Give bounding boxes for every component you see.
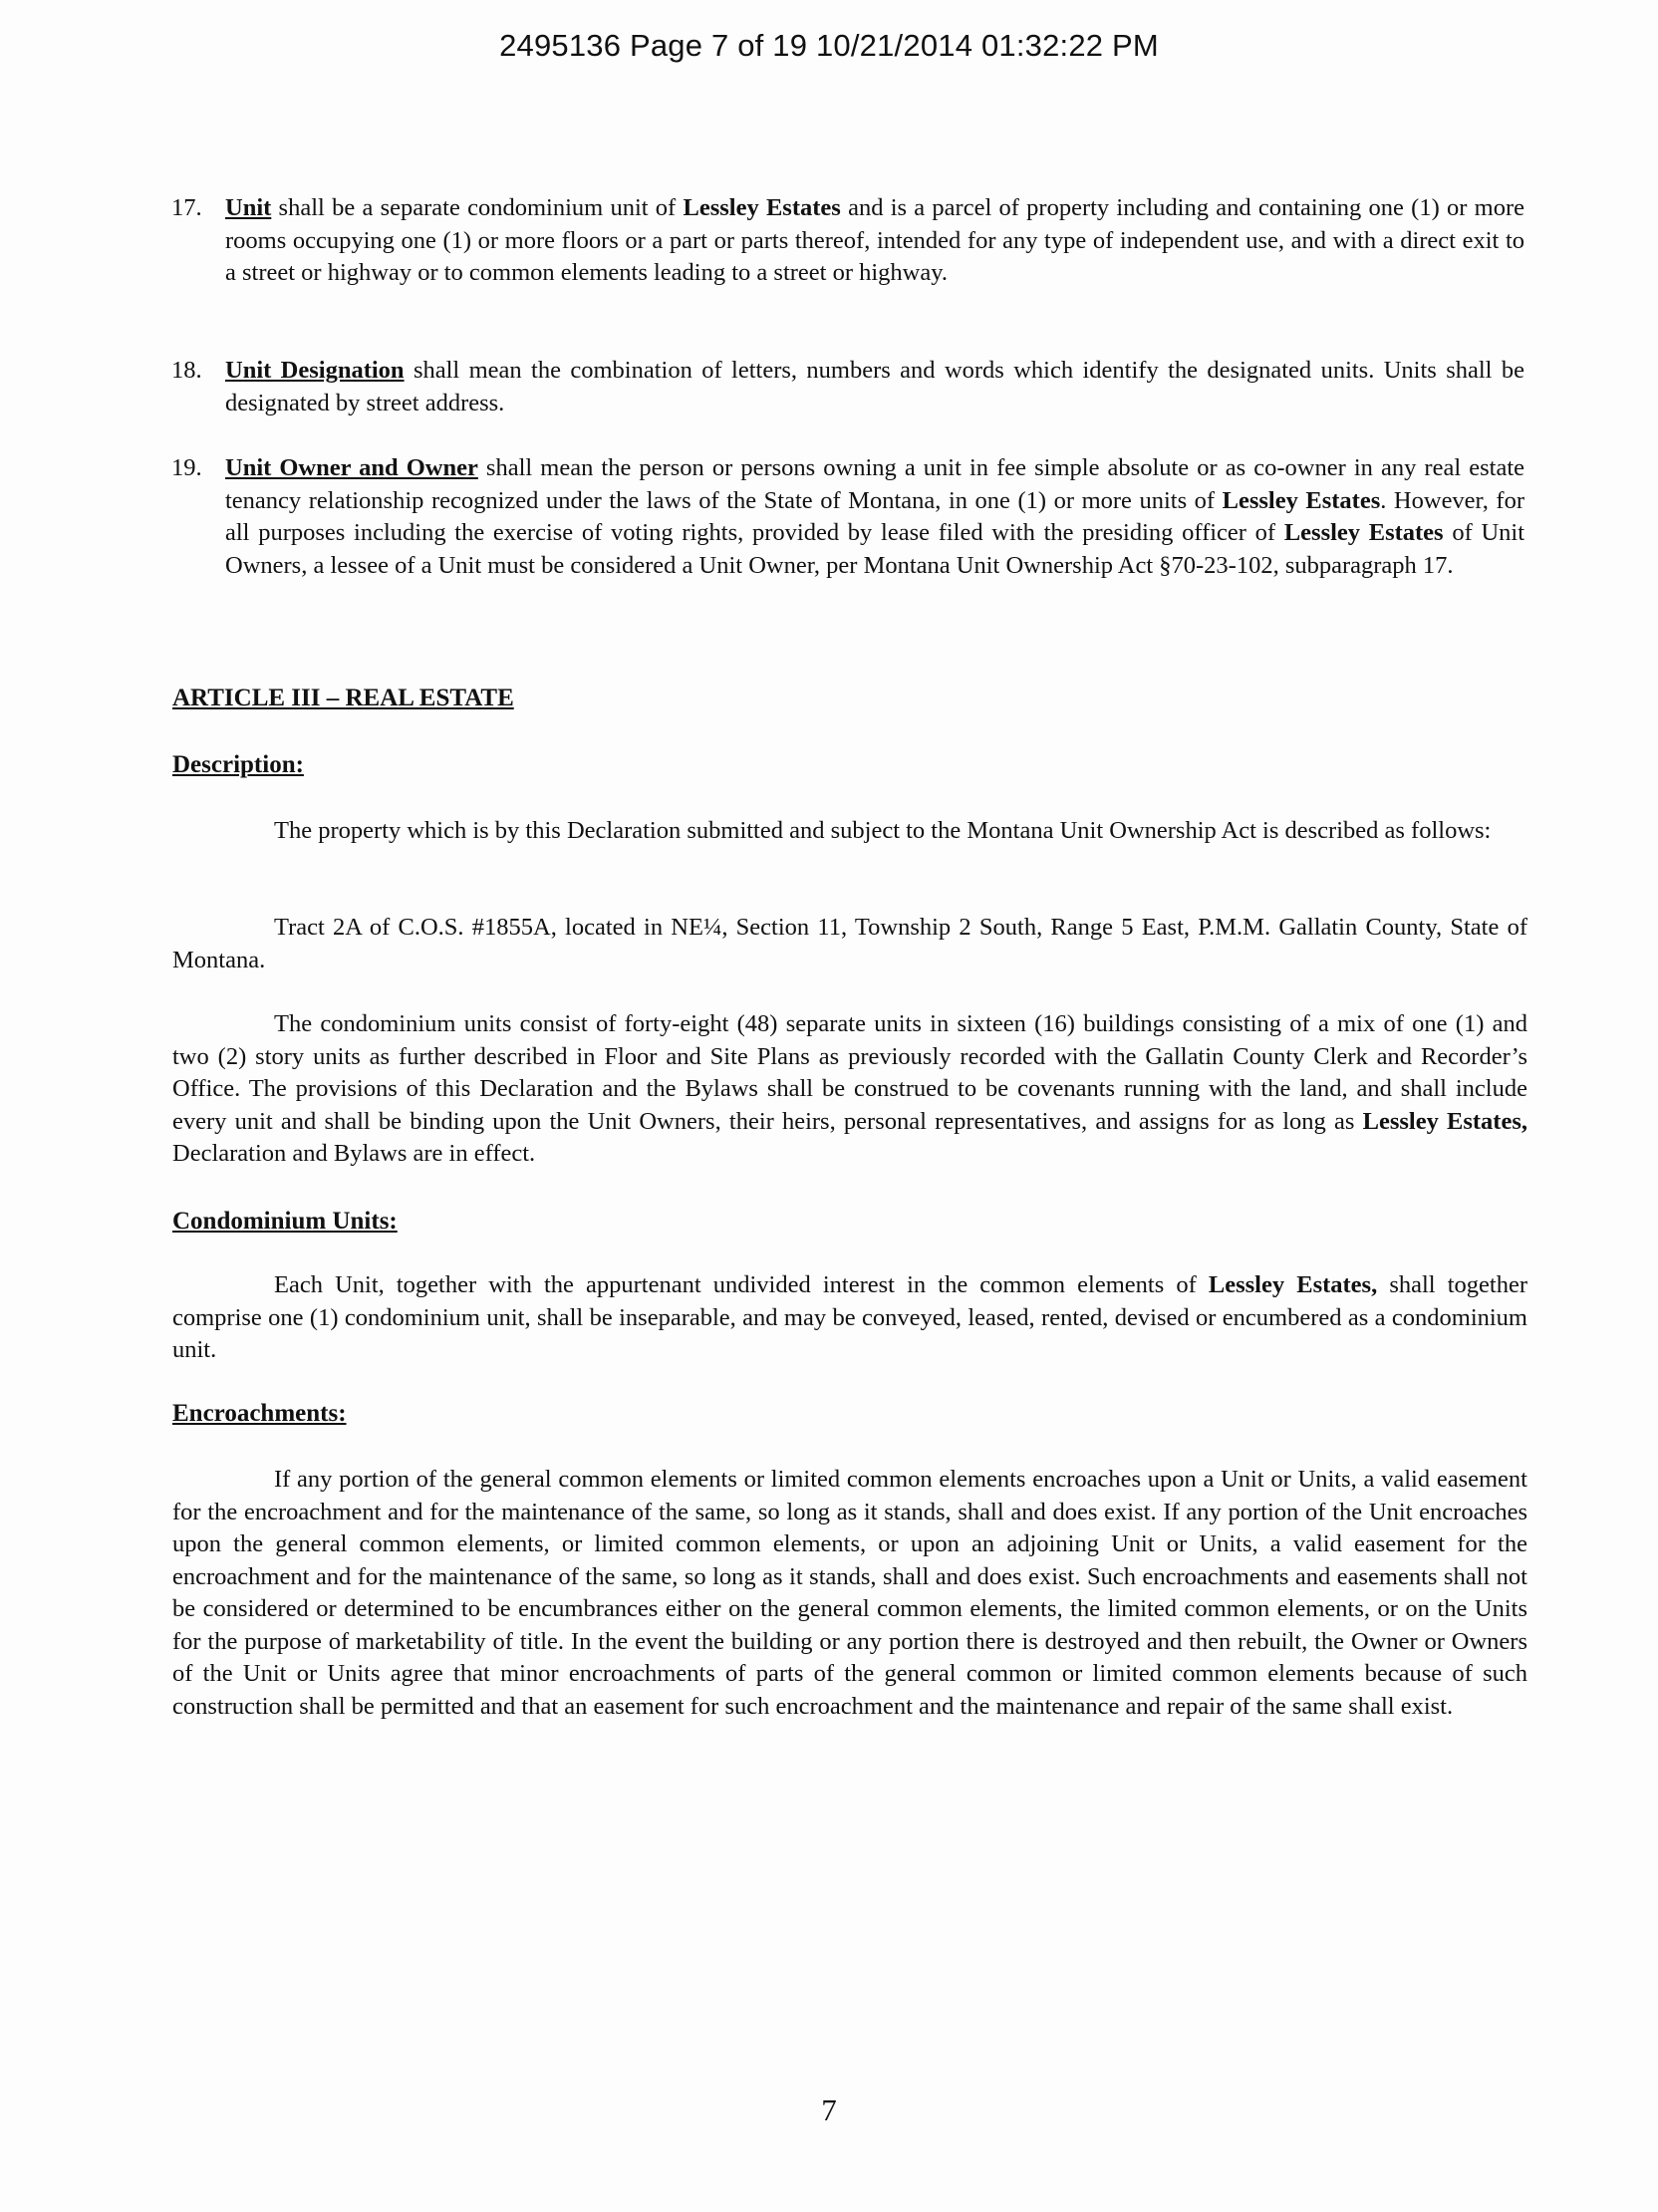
item-number: 17.	[171, 194, 202, 221]
item-text: and is a parcel of property including and containing one (1) or more rooms occupying one (1) or more floors or a part or parts thereof, intended for any type of independent use, and with a direct exit to a street or highway or to common elements leading to a street or highway.	[225, 194, 1524, 286]
item-number: 18.	[171, 357, 202, 384]
defined-term: Unit Designation	[225, 357, 405, 384]
item-number: 19.	[171, 454, 202, 481]
article-heading: ARTICLE III – REAL ESTATE	[172, 685, 514, 711]
section-heading-description: Description:	[172, 751, 304, 778]
condominium-units-paragraph	[172, 1269, 1527, 1367]
item-text: shall mean the combination of letters, numbers and words which identify the designated units. Units shall be designated by street address.	[225, 357, 1524, 416]
bold-name: Lessley Estates	[1283, 519, 1444, 546]
recording-stamp: 2495136 Page 7 of 19 10/21/2014 01:32:22 PM	[499, 28, 1159, 63]
item-text: shall be a separate condominium unit of	[271, 194, 684, 221]
bold-name: Lessley Estates,	[1362, 1107, 1527, 1135]
bold-name: Lessley Estates	[1222, 486, 1381, 514]
defined-term: Unit Owner and Owner	[225, 454, 478, 481]
paragraph-text: Each Unit, together with the appurtenant undivided interest in the common elements of	[274, 1271, 1209, 1298]
section-heading-encroachments: Encroachments:	[172, 1400, 347, 1427]
item-text: shall mean the person or persons owning a unit in fee simple absolute or as co-owner in any real estate tenancy relationship recognized under the laws of the State of Montana, in one (1) or more units of	[225, 454, 1524, 514]
page-number: 7	[821, 2092, 837, 2127]
definition-item-19	[171, 452, 1525, 582]
bold-name: Lessley Estates	[683, 194, 841, 221]
defined-term: Unit	[225, 194, 272, 221]
paragraph-text: Declaration and Bylaws are in effect.	[172, 1140, 536, 1167]
paragraph-text: The condominium units consist of forty-eight (48) separate units in sixteen (16) buildings consisting of a mix of one (1) and two (2) story units as further described in Floor and Site Plans as previously recorded with the Gallatin County Clerk and Recorder’s Office. The provisions of this Declaration and the Bylaws shall be construed to be covenants running with the land, and shall include every unit and shall be binding upon the Unit Owners, their heirs, personal representatives, and assigns for as long as	[172, 1010, 1527, 1135]
item-text: . However, for all purposes including the exercise of voting rights, provided by lease filed with the presiding officer of	[225, 486, 1524, 546]
description-paragraph-3	[172, 1008, 1527, 1171]
section-heading-condominium-units: Condominium Units:	[172, 1208, 398, 1235]
encroachments-paragraph: If any portion of the general common elements or limited common elements encroaches upon a Unit or Units, a valid easement for the encroachment and for the maintenance of the same, so long as it stands, shall and does exist. If any portion of the Unit encroaches upon the general common elements, or limited common elements, or upon an adjoining Unit or Units, a valid easement for the encroachment and for the maintenance of the same, so long as it stands, shall and does exist. Such encroachments and easements shall not be considered or determined to be encumbrances either on the general common elements, the limited common elements, or on the Units for the purpose of marketability of title. In the event the building or any portion there is destroyed and then rebuilt, the Owner or Owners of the Unit or Units agree that minor encroachments of parts of the general common or limited common elements because of such construction shall be permitted and that an easement for such encroachment and the maintenance and repair of the same shall exist.	[172, 1466, 1527, 1720]
description-paragraph-2: Tract 2A of C.O.S. #1855A, located in NE¼, Section 11, Township 2 South, Range 5 East, P.M.M. Gallatin County, State of Montana.	[172, 914, 1527, 973]
bold-name: Lessley Estates,	[1208, 1271, 1378, 1298]
description-paragraph-1: The property which is by this Declaration submitted and subject to the Montana Unit Ownership Act is described as follows:	[274, 817, 1492, 844]
definition-item-17	[171, 192, 1524, 290]
paragraph-text: shall together comprise one (1) condominium unit, shall be inseparable, and may be conveyed, leased, rented, devised or encumbered as a condominium unit.	[172, 1271, 1527, 1363]
item-text: of Unit Owners, a lessee of a Unit must be considered a Unit Owner, per Montana Unit Ownership Act §70-23-102, subparagraph 17.	[225, 519, 1525, 579]
definition-item-18	[171, 355, 1524, 419]
